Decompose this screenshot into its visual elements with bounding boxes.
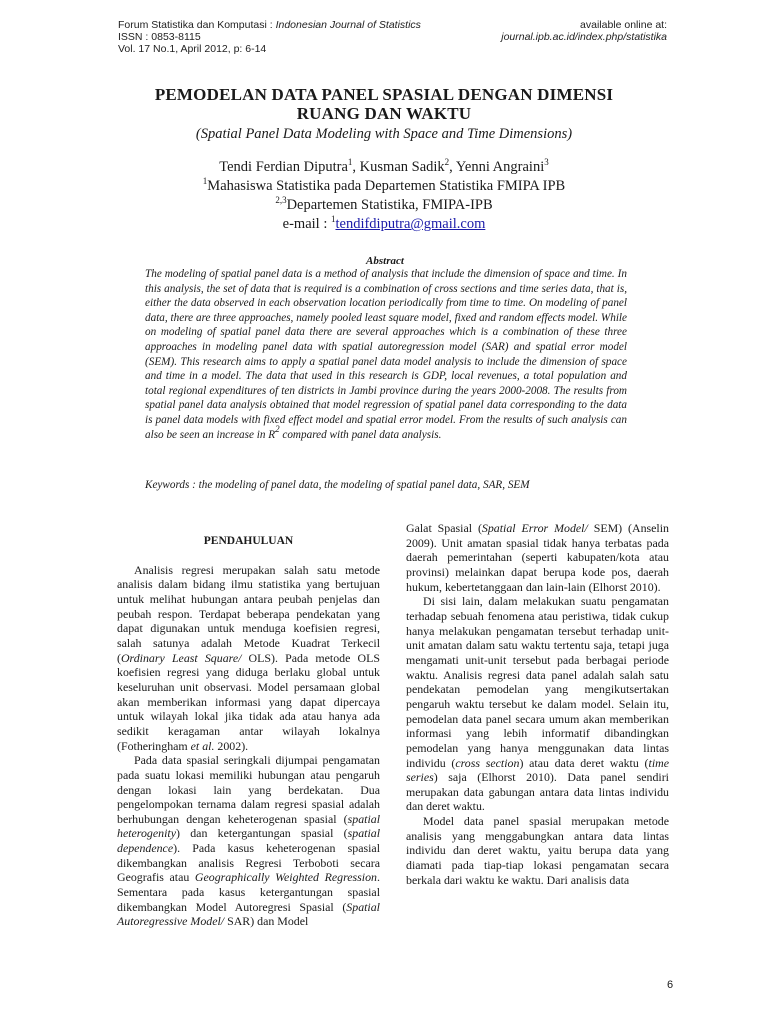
abstract-heading: Abstract [366,255,404,267]
title-block [110,85,658,234]
paragraph: Galat Spasial (Spatial Error Model/ SEM) (Anselin 2009). Unit amatan spasial tidak hanya terbatas pada daerah pemerintahan (seperti kabupaten/kota atau provinsi) melainkan dapat berupa kode pos, daerah hukum, kebertetanggaan dan lain-lain (Elhorst 2010). [406,521,669,594]
available-label: available online at: [580,19,667,31]
volume-info: Vol. 17 No.1, April 2012, p: 6-14 [118,43,267,55]
email-link[interactable]: tendifdiputra@gmail.com [335,216,486,232]
paragraph: Analisis regresi merupakan salah satu metode analisis dalam bidang ilmu statistika yang bertujuan untuk melihat hubungan antara peubah penjelas dan peubah respon. Terdapat beberapa pendekatan yang dapat digunakan untuk menduga koefisien regresi, salah satunya adalah Metode Kuadrat Terkecil (Ordinary Least Square/ OLS). Pada metode OLS koefisien regresi yang diduga berlaku global untuk keseluruhan unit observasi. Model persamaan global akan memberikan informasi yang dapat dipercaya untuk wilayah lokal jika tidak ada atau hanya ada sedikit keragaman antar wilayah lokalnya (Fotheringham et al. 2002). [117,562,380,753]
section-heading: PENDAHULUAN [203,535,294,547]
author-list: Tendi Ferdian Diputra$^1$, Kusman Sadik$^2$, Yenni Angraini$^3$ [219,157,549,175]
journal-title-line: Forum Statistika dan Komputasi : Indonesian Journal of Statistics [118,19,421,31]
paragraph: Pada data spasial seringkali dijumpai pengamatan pada suatu lokasi memiliki hubungan atau pengaruh dengan lokasi lain yang berdekatan. Dua pengelompokan ternama dalam regresi spasial adalah berhubungan dengan keheterogenan spasial (spatial heterogenity) dan ketergantungan spasial (spatial dependence). Pada kasus keheterogenan spasial dikembangkan analisis Regresi Terboboti secara Geografis atau Geographically Weighted Regression. Sementara pada kasus ketergantungan spasial dikembangkan Model Autoregresi Spasial (Spatial Autoregressive Model/ SAR) dan Model [117,753,380,929]
paragraph: Model data panel spasial merupakan metode analisis yang menggabungkan antara data lintas individu dan deret waktu, yaitu berupa data yang diamati pada tiap-tiap lokasi pengamatan secara berkala dari waktu ke waktu. Dari analisis data [406,814,669,887]
issn: ISSN : 0853-8115 [118,31,201,43]
affiliation-1: $^1$Mahasiswa Statistika pada Departemen Statistika FMIPA IPB [202,176,566,194]
availability-header [501,19,667,43]
journal-url[interactable]: journal.ipb.ac.id/index.php/statistika [501,31,667,43]
body-column-right [406,521,669,887]
keywords: Keywords : the modeling of panel data, the modeling of spatial panel data, SAR, SEM [145,479,530,491]
body-column-left [117,521,380,929]
affiliation-2: $^{2,3}$Departemen Statistika, FMIPA-IPB [275,195,493,213]
journal-name: Indonesian Journal of Statistics [275,19,421,31]
paragraph: Di sisi lain, dalam melakukan suatu pengamatan terhadap sebuah fenomena atau peristiwa, tidak cukup hanya melakukan pengamatan tersebut terhadap unit-unit amatan dalam satu waktu tertentu saja, tetapi juga mengamati unit-unit tersebut pada berbagai periode waktu. Analisis regresi data panel adalah salah satu pendekatan pemodelan yang mengikutsertakan pengaruh waktu tersebut ke dalam model. Selain itu, pemodelan data panel secara umum akan memberikan informasi yang lebih informatif dibandingkan pemodelan yang hanya menggunakan data lintas individu (cross section) atau data deret waktu (time series) saja (Elhorst 2010). Data panel sendiri merupakan data gabungan antara data lintas individu dan deret waktu. [406,594,669,814]
journal-header [118,19,421,55]
abstract-text: The modeling of spatial panel data is a method of analysis that include the dimension of space and time. In this analysis, the set of data that is required is a combination of cross sections and time series data, that is, either the data observed in each observation location periodically from time to time. On modeling of panel data, there are three approaches, namely pooled least square model, fixed and random effects model. While on modeling of spatial panel data there are several approaches which is a combination of these three approaches in modeling panel data with spatial autoregression model (SAR) and spatial error model (SEM). This research aims to apply a spatial panel data model analysis to include the dimension of space and time in a model. The data that used in this research is GDP, local revenues, a total population and total regional expenditures of ten districts in Jambi province during the years 2000-2008. The results from spatial panel data analysis obtained that model regression of spatial panel data corresponding to the data is panel data models with fixed effect model and spatial error model. From the results of such analysis can also be seen an increase in $R^2$ compared with panel data analysis. [145,268,627,441]
page-number: 6 [667,979,674,991]
paper-subtitle: (Spatial Panel Data Modeling with Space and Time Dimensions) [195,126,573,142]
paper-title: PEMODELAN DATA PANEL SPASIAL DENGAN DIMENSI RUANG DAN WAKTU [154,85,614,123]
email-line: e-mail : $^1$tendifdiputra@gmail.com [282,214,486,232]
